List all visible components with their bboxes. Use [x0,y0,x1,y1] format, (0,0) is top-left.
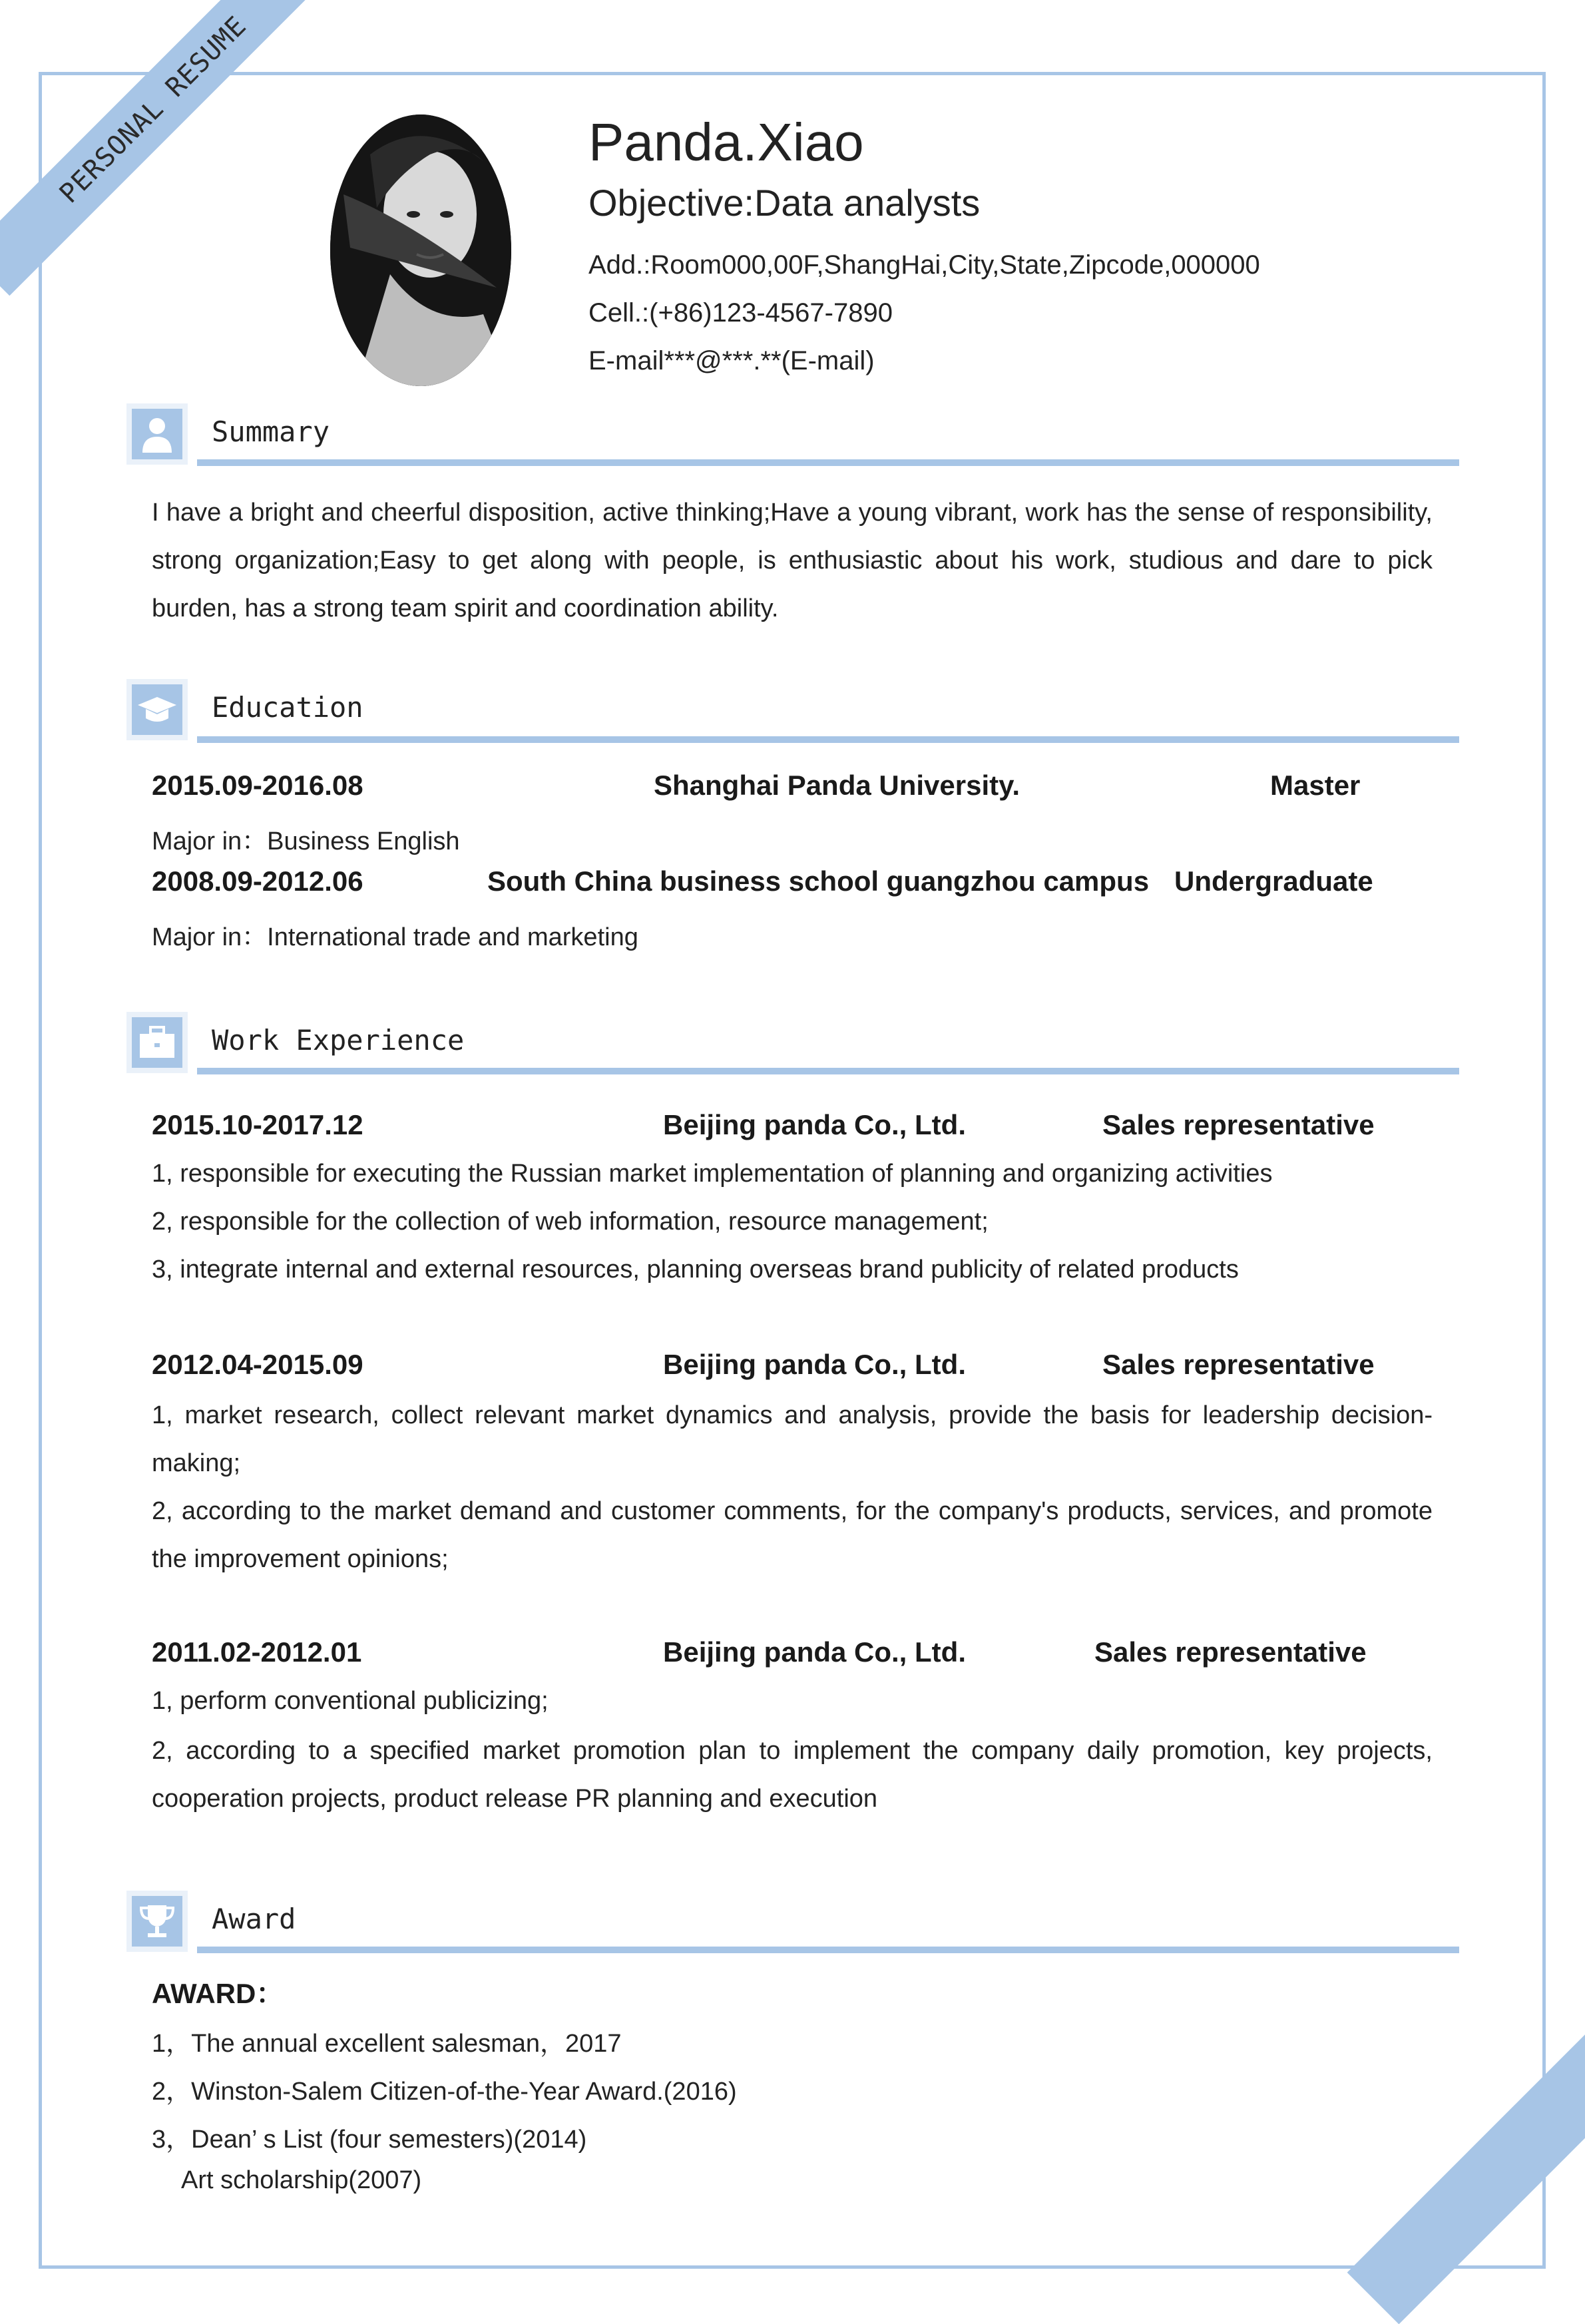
email: E-mail***@***.**(E-mail) [588,346,875,375]
summary-icon-box [126,403,188,465]
education-major: Major in：International trade and marketing [152,923,638,951]
work-row [152,1636,1430,1676]
work-duty: 2, according to the market demand and customer comments, for the company's products, services, and promote the improvement opinions; [152,1497,1433,1573]
award-item: Art scholarship(2007) [181,2166,422,2194]
work-dates: 2011.02-2012.01 [152,1636,362,1668]
trophy-icon [132,1896,182,1947]
section-title-summary: Summary [212,415,330,448]
section-divider [197,736,1459,743]
section-divider [197,1068,1459,1074]
work-duty: 3, integrate internal and external resources, planning overseas brand publicity of related products [152,1256,1239,1283]
work-row [152,1349,1430,1389]
work-icon-box [126,1012,188,1073]
work-row [152,1109,1430,1149]
briefcase-icon [132,1017,182,1068]
section-title-award: Award [212,1903,296,1935]
summary-text: I have a bright and cheerful disposition, active thinking;Have a young vibrant, work has the sense of responsibility, strong organization;Easy to get along with people, is enthusiastic about his work, studious and dare to pick burden, has a strong team spirit and coordination ability. [152,499,1433,622]
section-title-work: Work Experience [212,1024,465,1056]
education-icon-box [126,679,188,740]
education-degree: Undergraduate [1174,865,1373,897]
objective: Objective:Data analysts [588,182,981,224]
award-heading: AWARD： [152,1978,284,2009]
work-dates: 2015.10-2017.12 [152,1109,363,1140]
address: Add.:Room000,00F,ShangHai,City,State,Zipcode,000000 [588,250,1260,280]
award-item: 3，Dean’ s List (four semesters)(2014) [152,2126,587,2154]
education-row [152,770,1430,810]
cell-phone: Cell.:(+86)123-4567-7890 [588,298,893,328]
education-school: South China business school guangzhou campus [487,865,1150,897]
work-duty: 1, responsible for executing the Russian market implementation of planning and organizing activities [152,1160,1273,1188]
work-role: Sales representative [1102,1349,1375,1380]
work-duty: 2, responsible for the collection of web information, resource management; [152,1208,989,1236]
work-dates: 2012.04-2015.09 [152,1349,363,1380]
education-school: Shanghai Panda University. [654,770,1020,801]
work-duty: 1, market research, collect relevant market dynamics and analysis, provide the basis for leadership decision-making; [152,1401,1433,1477]
work-duty: 1, perform conventional publicizing; [152,1687,549,1715]
work-duty: 2, according to a specified market promotion plan to implement the company daily promotion, key projects, cooperation projects, product release PR planning and execution [152,1737,1433,1813]
work-role: Sales representative [1094,1636,1367,1668]
award-icon-box [126,1891,188,1952]
award-item: 2，Winston-Salem Citizen-of-the-Year Award.(2016) [152,2078,737,2106]
ribbon-label: PERSONAL RESUME [53,10,253,210]
work-company: Beijing panda Co., Ltd. [663,1109,966,1140]
section-divider [197,459,1459,466]
section-title-education: Education [212,691,363,724]
work-company: Beijing panda Co., Ltd. [663,1349,966,1380]
education-dates: 2008.09-2012.06 [152,865,363,897]
award-item: 1，The annual excellent salesman，2017 [152,2030,622,2058]
education-row [152,865,1430,905]
education-dates: 2015.09-2016.08 [152,770,363,801]
work-company: Beijing panda Co., Ltd. [663,1636,966,1668]
candidate-name: Panda.Xiao [588,113,864,172]
education-major: Major in：Business English [152,827,460,855]
graduation-cap-icon [132,684,182,735]
section-divider [197,1947,1459,1953]
profile-photo [330,115,511,386]
person-icon [132,409,182,459]
education-degree: Master [1270,770,1361,801]
work-role: Sales representative [1102,1109,1375,1140]
